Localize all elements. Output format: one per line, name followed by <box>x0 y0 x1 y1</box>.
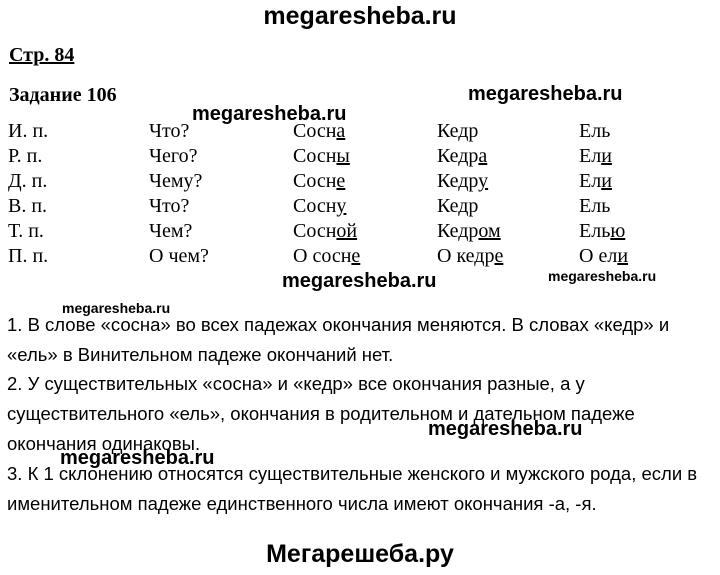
word-stem: Ел <box>579 145 602 167</box>
watermark: megaresheba.ru <box>60 447 215 469</box>
page-reference: Стр. 84 <box>9 44 75 66</box>
word-ending: у <box>336 195 347 217</box>
word-el <box>579 220 625 243</box>
word-sosna <box>293 120 345 143</box>
case-question: Что? <box>149 195 190 217</box>
word-ending: и <box>617 245 629 267</box>
word-sosna <box>293 245 360 268</box>
word-stem: Кедр <box>437 170 479 192</box>
word-ending: у <box>478 170 489 192</box>
case-question: О чем? <box>149 245 209 267</box>
watermark: megaresheba.ru <box>468 83 623 105</box>
case-name: И. п. <box>8 120 49 142</box>
case-name: Т. п. <box>8 220 44 242</box>
word-kedr <box>437 220 501 243</box>
watermark: megaresheba.ru <box>428 418 583 440</box>
word-ending: е <box>494 245 504 267</box>
word-ending: ой <box>336 220 358 242</box>
word-stem: Ель <box>579 220 611 242</box>
word-sosna <box>293 220 357 243</box>
word-stem: Кедр <box>437 120 479 142</box>
word-stem: Сосн <box>293 220 337 242</box>
case-question: Чем? <box>149 220 193 242</box>
word-stem: Ель <box>579 120 611 142</box>
word-el <box>579 120 610 143</box>
word-stem: Кедр <box>437 195 479 217</box>
case-name: Р. п. <box>8 145 43 167</box>
case-question: Что? <box>149 120 190 142</box>
case-name: П. п. <box>8 245 49 267</box>
word-el <box>579 170 612 193</box>
word-kedr <box>437 120 478 143</box>
word-sosna <box>293 145 350 168</box>
watermark: megaresheba.ru <box>62 300 171 316</box>
task-title: Задание 106 <box>9 84 117 106</box>
case-question: Чего? <box>149 145 198 167</box>
word-kedr <box>437 195 478 218</box>
word-ending: ы <box>336 145 350 167</box>
word-stem: Сосн <box>293 170 337 192</box>
word-el <box>579 245 628 268</box>
site-footer-watermark: Мегарешеба.ру <box>266 540 454 568</box>
case-question: Чему? <box>149 170 203 192</box>
case-name: Д. п. <box>8 170 48 192</box>
word-stem: Ел <box>579 170 602 192</box>
word-stem: О кедр <box>437 245 495 267</box>
answer-paragraph-3: 3. К 1 склонению относятся существительные женского и мужского рода, если в именительном падеже единственного числа имеют окончания -а, -я. <box>7 463 698 514</box>
word-kedr <box>437 170 488 193</box>
word-ending: е <box>336 170 346 192</box>
word-sosna <box>293 170 345 193</box>
case-name: В. п. <box>8 195 48 217</box>
word-ending: ю <box>610 220 626 242</box>
word-stem: Ель <box>579 195 611 217</box>
word-kedr <box>437 145 487 168</box>
word-ending: а <box>478 145 488 167</box>
word-stem: Сосн <box>293 120 337 142</box>
word-stem: Кедр <box>437 145 479 167</box>
word-el <box>579 145 612 168</box>
word-el <box>579 195 610 218</box>
word-ending: а <box>336 120 346 142</box>
site-header-watermark: megaresheba.ru <box>263 2 457 30</box>
word-ending: ом <box>478 220 501 242</box>
word-stem: О ел <box>579 245 618 267</box>
word-ending: е <box>351 245 361 267</box>
answer-paragraph-2: 2. У существительных «сосна» и «кедр» все окончания разные, а у существительного «ель», окончания в родительном и дательном падеже окончания одинаковы. <box>7 373 635 454</box>
watermark: megaresheba.ru <box>282 270 437 292</box>
word-stem: Сосн <box>293 195 337 217</box>
word-stem: Кедр <box>437 220 479 242</box>
word-stem: Сосн <box>293 145 337 167</box>
watermark: megaresheba.ru <box>548 268 657 284</box>
watermark: megaresheba.ru <box>192 103 347 125</box>
word-ending: и <box>601 170 612 192</box>
word-ending: и <box>601 145 612 167</box>
word-sosna <box>293 195 346 218</box>
word-stem: О сосн <box>293 245 352 267</box>
answer-paragraph-1: 1. В слове «сосна» во всех падежах окончания меняются. В словах «кедр» и «ель» в Винительном падеже окончаний нет. <box>7 314 670 365</box>
word-kedr <box>437 245 503 268</box>
